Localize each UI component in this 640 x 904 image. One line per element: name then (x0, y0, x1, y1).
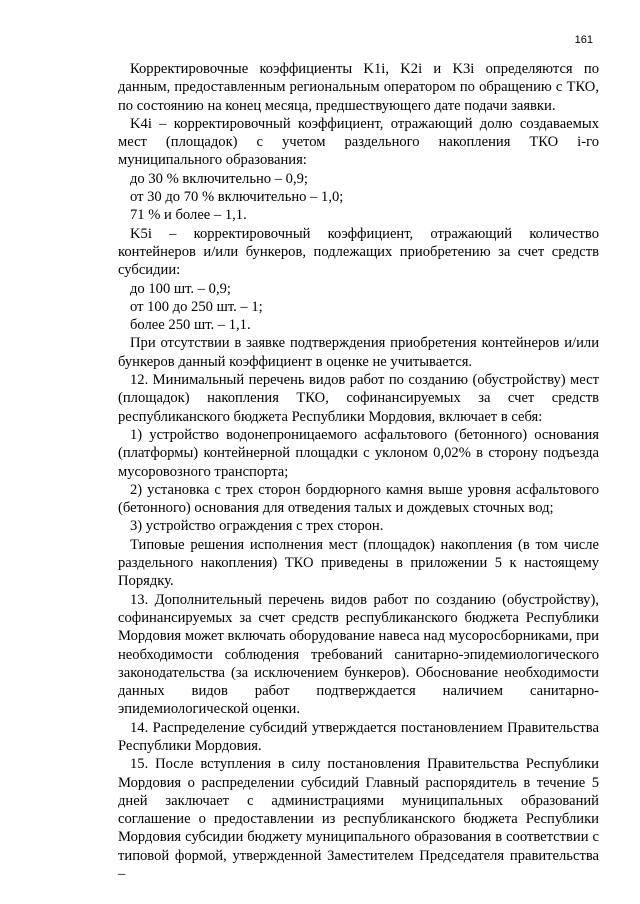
list-item: от 100 до 250 шт. – 1; (130, 298, 263, 315)
list-item: от 30 до 70 % включительно – 1,0; (130, 189, 344, 206)
paragraph: K4i – корректировочный коэффициент, отражающий долю создаваемых мест (площадок) с учетом раздельного накопления ТКО i-го муниципального образования: (118, 115, 599, 169)
list-item: 1) устройство водонепроницаемого асфальтового (бетонного) основания (платформы) контейнерной площадки с уклоном 0,02% в сторону подъезда мусоровозного транспорта; (118, 426, 599, 480)
paragraph: Типовые решения исполнения мест (площадок) накопления (в том числе раздельного накопления) ТКО приведены в приложении 5 к настоящему Порядку. (118, 536, 599, 590)
page-number: 161 (574, 34, 593, 46)
list-item: 71 % и более – 1,1. (130, 207, 247, 224)
document-body (118, 60, 599, 883)
paragraph: 12. Минимальный перечень видов работ по созданию (обустройству) мест (площадок) накопления ТКО, софинансируемых за счет средств республиканского бюджета Республики Мордовия, включает в себя: (118, 372, 599, 425)
paragraph: 13. Дополнительный перечень видов работ по созданию (обустройству), софинансируемых за счет средств республиканского бюджета Республики Мордовия может включать оборудование навеса над мусоросборниками, при необходимости соблюдения требований санитарно-эпидемиологического законодательства (за исключением бункеров). Обоснование необходимости данных видов работ подтверждается наличием санитарно-эпидемиологической оценки. (118, 591, 599, 718)
paragraph: 15. После вступления в силу постановления Правительства Республики Мордовия о распределении субсидий Главный распорядитель в течение 5 дней заключает с администрациями муниципальных образований соглашение о предоставлении из республиканского бюджета Республики Мордовия субсидии бюджету муниципального образования в соответствии с типовой формой, утвержденной Заместителем Председателя правительства – (118, 756, 599, 883)
list-item: до 100 шт. – 0,9; (130, 280, 231, 297)
paragraph: 14. Распределение субсидий утверждается постановлением Правительства Республики Мордовия. (118, 719, 599, 754)
paragraph: K5i – корректировочный коэффициент, отражающий количество контейнеров и/или бункеров, подлежащих приобретению за счет средств субсидии: (118, 225, 599, 279)
list-item: более 250 шт. – 1,1. (130, 317, 251, 334)
paragraph: Корректировочные коэффициенты K1i, K2i и K3i определяются по данным, предоставленным региональным оператором по обращению с ТКО, по состоянию на конец месяца, предшествующего дате подачи заявки. (118, 61, 599, 114)
list-item: 2) установка с трех сторон бордюрного камня выше уровня асфальтового (бетонного) основания для отведения талых и дождевых сточных вод; (118, 481, 599, 517)
paragraph: При отсутствии в заявке подтверждения приобретения контейнеров и/или бункеров данный коэффициент в оценке не учитывается. (118, 335, 599, 370)
list-item: 3) устройство ограждения с трех сторон. (130, 518, 384, 535)
list-item: до 30 % включительно – 0,9; (130, 170, 308, 187)
